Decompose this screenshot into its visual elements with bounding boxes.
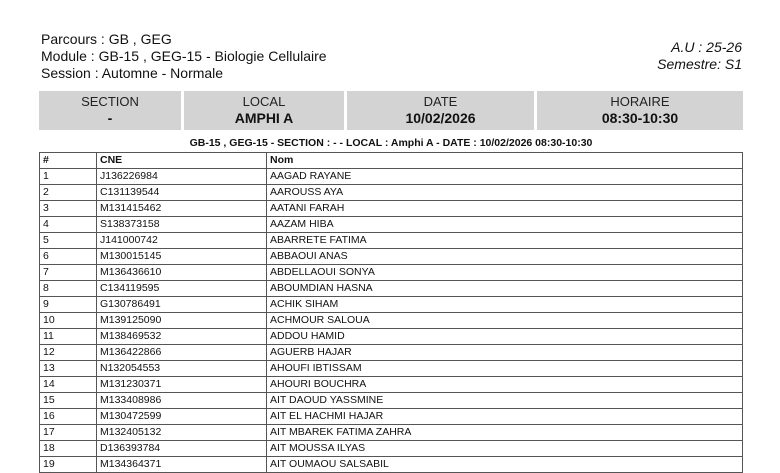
row-number: 13 [40, 361, 97, 377]
row-nom: ADDOU HAMID [267, 329, 743, 345]
row-nom: AAZAM HIBA [267, 217, 743, 233]
row-nom: ABDELLAOUI SONYA [267, 265, 743, 281]
table-header-row [40, 153, 743, 169]
column-header-cne: CNE [97, 153, 267, 169]
row-nom: AIT EL HACHMI HAJAR [267, 409, 743, 425]
date-label: DATE [423, 94, 458, 109]
section-value: - [107, 110, 113, 126]
row-cne: M138469532 [97, 329, 267, 345]
row-nom: ABARRETE FATIMA [267, 233, 743, 249]
row-nom: AIT OUMAOU SALSABIL [267, 457, 743, 473]
table-row [40, 201, 743, 217]
exam-info-bar [39, 91, 743, 130]
table-row [40, 185, 743, 201]
horaire-cell [537, 91, 743, 130]
row-nom: AIT MBAREK FATIMA ZAHRA [267, 425, 743, 441]
row-cne: M130015145 [97, 249, 267, 265]
section-label: SECTION [81, 94, 139, 109]
row-nom: ABOUMDIAN HASNA [267, 281, 743, 297]
row-number: 1 [40, 169, 97, 185]
table-row [40, 441, 743, 457]
table-row [40, 249, 743, 265]
row-nom: AIT DAOUD YASSMINE [267, 393, 743, 409]
parcours-text: Parcours : GB , GEG [41, 31, 172, 47]
row-number: 6 [40, 249, 97, 265]
row-number: 12 [40, 345, 97, 361]
table-row [40, 345, 743, 361]
row-nom: AIT MOUSSA ILYAS [267, 441, 743, 457]
table-row [40, 281, 743, 297]
row-nom: ACHIK SIHAM [267, 297, 743, 313]
row-cne: G130786491 [97, 297, 267, 313]
row-cne: M134364371 [97, 457, 267, 473]
row-cne: M131230371 [97, 377, 267, 393]
row-cne: M131415462 [97, 201, 267, 217]
academic-year-block [657, 39, 742, 73]
table-row [40, 425, 743, 441]
row-cne: S138373158 [97, 217, 267, 233]
exam-info-header [41, 31, 327, 82]
row-cne: N132054553 [97, 361, 267, 377]
academic-year-text: A.U : 25-26 [671, 39, 742, 55]
row-nom: AATANI FARAH [267, 201, 743, 217]
row-number: 15 [40, 393, 97, 409]
row-nom: ACHMOUR SALOUA [267, 313, 743, 329]
table-row [40, 409, 743, 425]
row-number: 9 [40, 297, 97, 313]
student-list-table [39, 152, 743, 473]
local-label: LOCAL [242, 94, 286, 109]
table-row [40, 233, 743, 249]
table-row [40, 313, 743, 329]
table-row [40, 457, 743, 473]
section-cell [39, 91, 181, 130]
row-number: 10 [40, 313, 97, 329]
column-header-nom: Nom [267, 153, 743, 169]
table-row [40, 329, 743, 345]
table-row [40, 393, 743, 409]
row-cne: C131139544 [97, 185, 267, 201]
table-caption: GB-15 , GEG-15 - SECTION : - - LOCAL : Amphi A - DATE : 10/02/2026 08:30-10:30 [189, 137, 593, 149]
row-nom: AHOURI BOUCHRA [267, 377, 743, 393]
table-row [40, 377, 743, 393]
local-cell [184, 91, 344, 130]
row-number: 7 [40, 265, 97, 281]
student-rows [40, 169, 743, 473]
row-cne: M130472599 [97, 409, 267, 425]
date-value: 10/02/2026 [405, 110, 476, 126]
row-cne: M133408986 [97, 393, 267, 409]
row-nom: AAGAD RAYANE [267, 169, 743, 185]
table-row [40, 217, 743, 233]
row-nom: AAROUSS AYA [267, 185, 743, 201]
table-row [40, 265, 743, 281]
row-cne: M136436610 [97, 265, 267, 281]
row-cne: M132405132 [97, 425, 267, 441]
row-cne: C134119595 [97, 281, 267, 297]
row-cne: M136422866 [97, 345, 267, 361]
row-number: 5 [40, 233, 97, 249]
module-text: Module : GB-15 , GEG-15 - Biologie Cellulaire [41, 48, 327, 64]
row-number: 19 [40, 457, 97, 473]
column-header-number: # [40, 153, 97, 169]
row-number: 4 [40, 217, 97, 233]
row-nom: ABBAOUI ANAS [267, 249, 743, 265]
row-number: 8 [40, 281, 97, 297]
row-number: 3 [40, 201, 97, 217]
row-number: 17 [40, 425, 97, 441]
local-value: AMPHI A [234, 110, 294, 126]
row-number: 2 [40, 185, 97, 201]
date-cell [347, 91, 534, 130]
row-number: 16 [40, 409, 97, 425]
row-cne: J136226984 [97, 169, 267, 185]
row-number: 14 [40, 377, 97, 393]
session-text: Session : Automne - Normale [41, 65, 224, 81]
table-row [40, 361, 743, 377]
horaire-value: 08:30-10:30 [601, 110, 679, 126]
row-nom: AHOUFI IBTISSAM [267, 361, 743, 377]
horaire-label: HORAIRE [610, 94, 670, 109]
row-cne: M139125090 [97, 313, 267, 329]
row-number: 18 [40, 441, 97, 457]
row-cne: J141000742 [97, 233, 267, 249]
semester-text: Semestre: S1 [657, 56, 742, 72]
row-number: 11 [40, 329, 97, 345]
row-cne: D136393784 [97, 441, 267, 457]
table-row [40, 297, 743, 313]
row-nom: AGUERB HAJAR [267, 345, 743, 361]
table-row [40, 169, 743, 185]
